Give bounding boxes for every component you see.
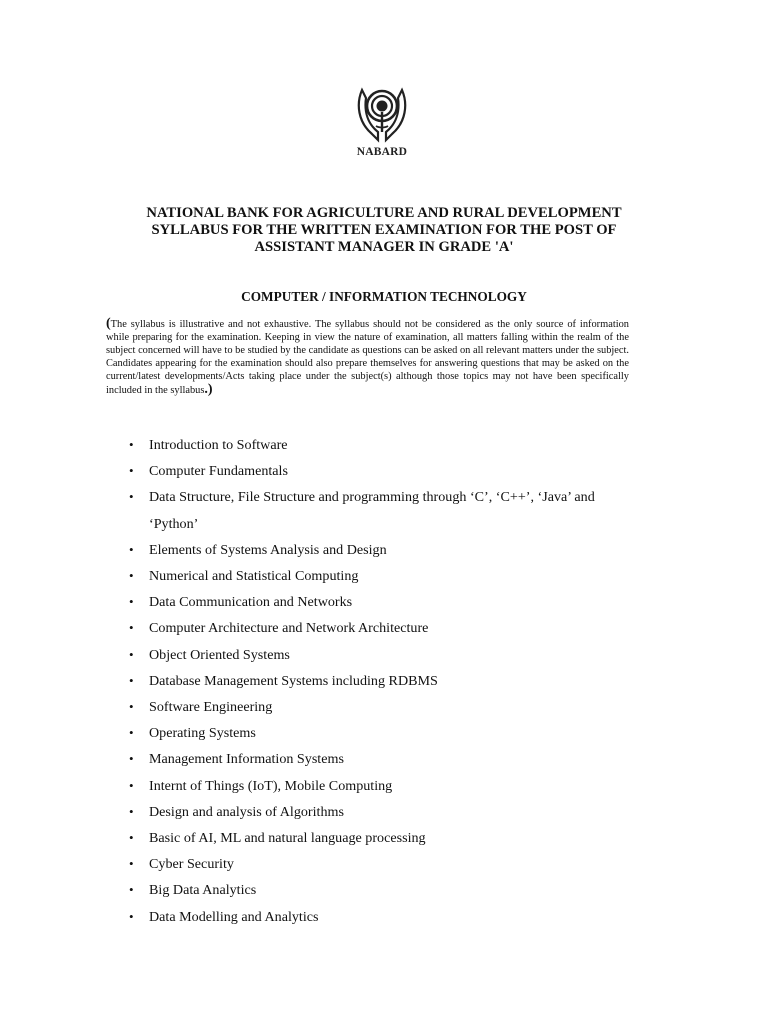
title-line: SYLLABUS FOR THE WRITTEN EXAMINATION FOR THE POST OF (151, 222, 617, 238)
list-item: • Computer Architecture and Network Architecture (149, 615, 639, 641)
list-item: • Elements of Systems Analysis and Design (149, 537, 639, 563)
nabard-logo (350, 82, 414, 164)
logo-text: NABARD (356, 146, 408, 158)
list-item: • Cyber Security (149, 851, 639, 877)
disclaimer-text: The syllabus is illustrative and not exhaustive. The syllabus should not be considered as the only source of information while preparing for the examination. Keeping in view the nature of examination, all matters falling within the realm of the subject concerned will have to be studied by the candidate as questions can be asked on all relevant matters under the subject. Candidates appearing for the examination should also prepare themselves for answering questions that may be asked on the current/latest developments/Acts taking place under the subject(s) although those topics may not have been specifically included in the syllabus (106, 319, 629, 396)
disclaimer-open-paren: ( (106, 316, 111, 331)
disclaimer-close: .) (204, 381, 213, 397)
list-item: • Data Structure, File Structure and programming through ‘C’, ‘C++’, ‘Java’ and ‘Python’ (149, 484, 639, 536)
list-item: • Big Data Analytics (149, 877, 639, 903)
list-item: • Internt of Things (IoT), Mobile Computing (149, 773, 639, 799)
syllabus-disclaimer (106, 318, 629, 397)
list-item: • Numerical and Statistical Computing (149, 563, 639, 589)
list-item: • Software Engineering (149, 694, 639, 720)
list-item: • Data Modelling and Analytics (149, 904, 639, 930)
section-title: COMPUTER / INFORMATION TECHNOLOGY (241, 289, 527, 304)
list-item: • Basic of AI, ML and natural language processing (149, 825, 639, 851)
list-item: • Management Information Systems (149, 746, 639, 772)
document-title (80, 205, 688, 256)
title-line: ASSISTANT MANAGER IN GRADE 'A' (254, 239, 514, 255)
list-item: • Data Communication and Networks (149, 589, 639, 615)
title-line: NATIONAL BANK FOR AGRICULTURE AND RURAL DEVELOPMENT (146, 205, 622, 221)
list-item: • Computer Fundamentals (149, 458, 639, 484)
list-item: • Operating Systems (149, 720, 639, 746)
list-item: • Design and analysis of Algorithms (149, 799, 639, 825)
list-item: • Introduction to Software (149, 432, 639, 458)
topic-list (149, 432, 639, 930)
list-item: • Database Management Systems including RDBMS (149, 668, 639, 694)
nabard-emblem-icon (354, 82, 410, 144)
list-item: • Object Oriented Systems (149, 642, 639, 668)
